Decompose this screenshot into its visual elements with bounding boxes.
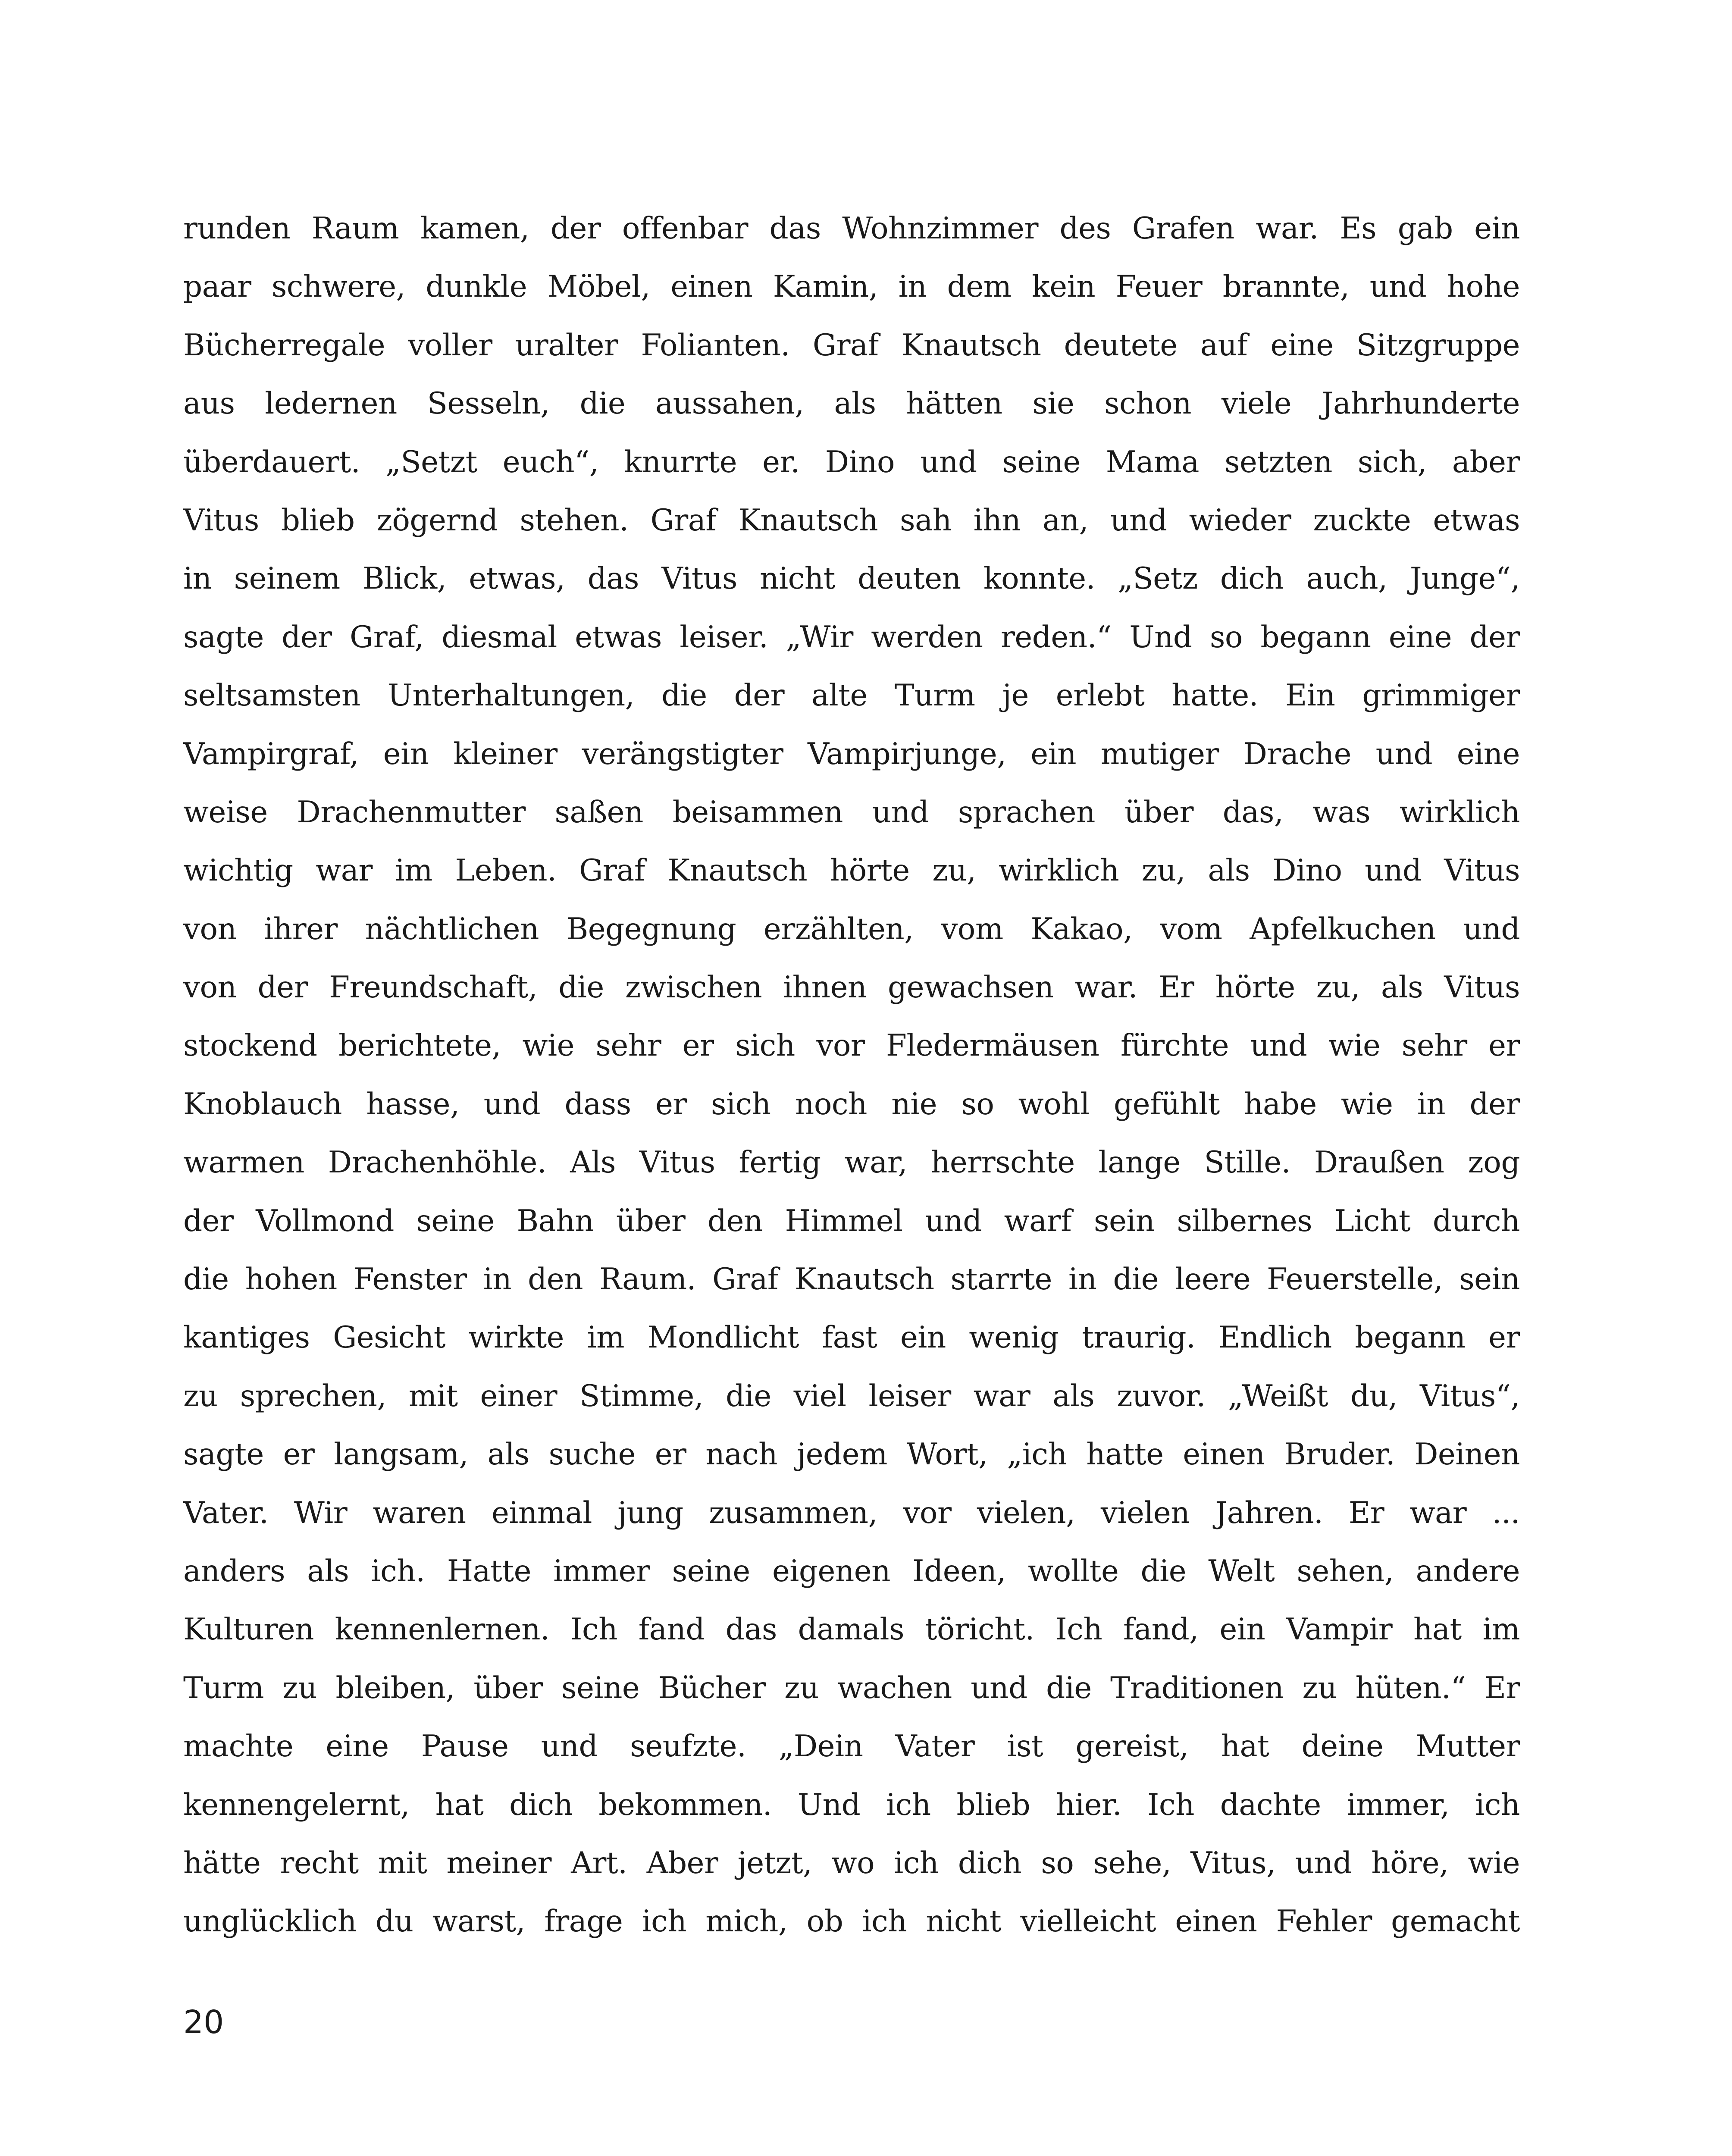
body-text: [183, 200, 1520, 1951]
text-line: paar schwere, dunkle Möbel, einen Kamin, in dem kein Feuer brannte, und hohe: [183, 270, 1520, 304]
text-line: der Vollmond seine Bahn über den Himmel und warf sein silbernes Licht durch: [183, 1203, 1520, 1238]
text-line: Knoblauch hasse, und dass er sich noch nie so wohl gefühlt habe wie in der: [183, 1087, 1520, 1122]
text-line: warmen Drachenhöhle. Als Vitus fertig war, herrschte lange Stille. Draußen zog: [183, 1145, 1520, 1180]
text-line: sagte der Graf, diesmal etwas leiser. „Wir werden reden.“ Und so begann eine der: [183, 620, 1520, 655]
text-line: überdauert. „Setzt euch“, knurrte er. Dino und seine Mama setzten sich, aber: [183, 445, 1520, 479]
text-line: wichtig war im Leben. Graf Knautsch hörte zu, wirklich zu, als Dino und Vitus: [183, 853, 1520, 888]
text-line: anders als ich. Hatte immer seine eigenen Ideen, wollte die Welt sehen, andere: [183, 1554, 1520, 1589]
text-line: Kulturen kennenlernen. Ich fand das damals töricht. Ich fand, ein Vampir hat im: [183, 1612, 1520, 1647]
text-line: zu sprechen, mit einer Stimme, die viel leiser war als zuvor. „Weißt du, Vitus“,: [183, 1379, 1520, 1413]
text-line: sagte er langsam, als suche er nach jedem Wort, „ich hatte einen Bruder. Deinen: [183, 1437, 1520, 1472]
page-number: 20: [183, 2004, 224, 2041]
text-line: stockend berichtete, wie sehr er sich vor Fledermäusen fürchte und wie sehr er: [183, 1028, 1520, 1063]
text-line: in seinem Blick, etwas, das Vitus nicht deuten konnte. „Setz dich auch, Junge“,: [183, 561, 1520, 596]
text-line: Turm zu bleiben, über seine Bücher zu wachen und die Traditionen zu hüten.“ Er: [183, 1670, 1520, 1705]
text-line: kennengelernt, hat dich bekommen. Und ich blieb hier. Ich dachte immer, ich: [183, 1787, 1520, 1822]
text-line: machte eine Pause und seufzte. „Dein Vater ist gereist, hat deine Mutter: [183, 1729, 1520, 1764]
text-line: Vampirgraf, ein kleiner verängstigter Vampirjunge, ein mutiger Drache und eine: [183, 736, 1520, 771]
text-line: unglücklich du warst, frage ich mich, ob ich nicht vielleicht einen Fehler gemacht: [183, 1904, 1520, 1939]
text-line: die hohen Fenster in den Raum. Graf Knautsch starrte in die leere Feuerstelle, sein: [183, 1262, 1520, 1297]
text-line: von der Freundschaft, die zwischen ihnen gewachsen war. Er hörte zu, als Vitus: [183, 970, 1520, 1005]
text-line: Vitus blieb zögernd stehen. Graf Knautsch sah ihn an, und wieder zuckte etwas: [183, 503, 1520, 538]
text-line: aus ledernen Sesseln, die aussahen, als hätten sie schon viele Jahrhunderte: [183, 386, 1520, 421]
text-line: seltsamsten Unterhaltungen, die der alte Turm je erlebt hatte. Ein grimmiger: [183, 678, 1520, 713]
text-line: von ihrer nächtlichen Begegnung erzählten, vom Kakao, vom Apfelkuchen und: [183, 912, 1520, 946]
text-line: Bücherregale voller uralter Folianten. Graf Knautsch deutete auf eine Sitzgruppe: [183, 328, 1520, 363]
text-line: kantiges Gesicht wirkte im Mondlicht fast ein wenig traurig. Endlich begann er: [183, 1320, 1520, 1355]
text-line: runden Raum kamen, der offenbar das Wohnzimmer des Grafen war. Es gab ein: [183, 211, 1520, 246]
text-line: weise Drachenmutter saßen beisammen und sprachen über das, was wirklich: [183, 795, 1520, 830]
text-line: hätte recht mit meiner Art. Aber jetzt, wo ich dich so sehe, Vitus, und höre, wie: [183, 1846, 1520, 1880]
text-line: Vater. Wir waren einmal jung zusammen, vor vielen, vielen Jahren. Er war ...: [183, 1495, 1520, 1530]
